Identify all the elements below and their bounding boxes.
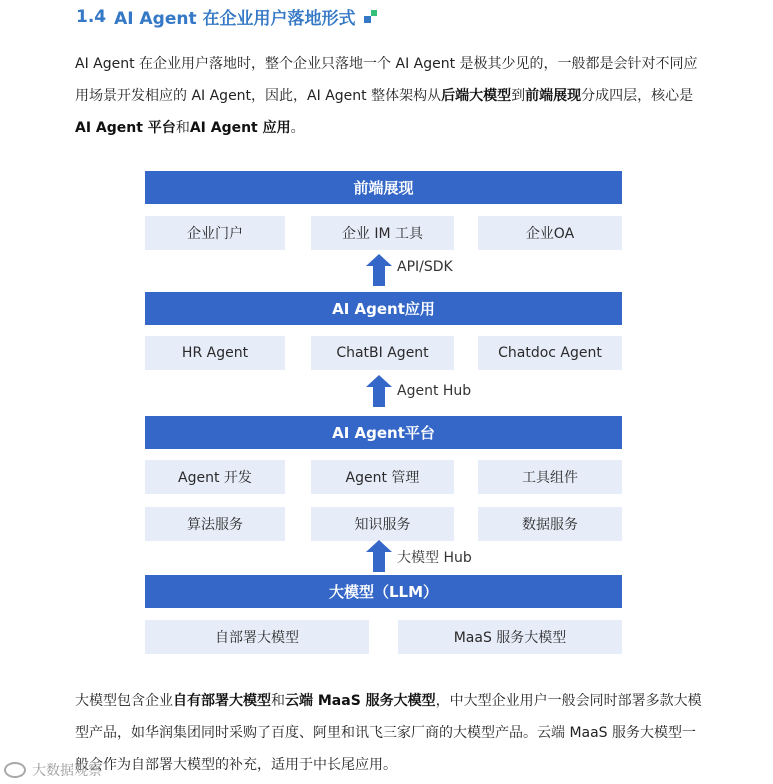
frontend-item-oa: 企业OA (478, 216, 622, 250)
bold-agent-app: AI Agent 应用 (189, 120, 291, 136)
platform-item-algo: 算法服务 (145, 507, 285, 541)
llm-layer-bar: 大模型（LLM） (145, 575, 622, 608)
up-arrow-icon (366, 375, 392, 407)
platform-item-knowledge: 知识服务 (311, 507, 454, 541)
llm-item-selfhosted: 自部署大模型 (145, 620, 369, 654)
model-hub-label: 大模型 Hub (397, 550, 472, 566)
frontend-layer-bar: 前端展现 (145, 171, 622, 204)
section-title: AI Agent 在企业用户落地形式 (114, 9, 356, 29)
bold-frontend-display: 前端展现 (525, 88, 582, 104)
watermark-text: 大数据观察 (32, 763, 102, 779)
section-heading (76, 4, 378, 29)
platform-item-tools: 工具组件 (478, 460, 622, 494)
frontend-item-portal: 企业门户 (145, 216, 285, 250)
platform-layer-bar: AI Agent平台 (145, 416, 622, 449)
platform-item-dev: Agent 开发 (145, 460, 285, 494)
up-arrow-icon (366, 540, 392, 572)
watermark-logo-icon (4, 762, 26, 778)
llm-item-maas: MaaS 服务大模型 (398, 620, 622, 654)
llm-paragraph: 大模型包含企业自有部署大模型和云端 MaaS 服务大模型，中大型企业用户一般会同时部署多款大模型产品，如华润集团同时采购了百度、阿里和讯飞三家厂商的大模型产品。云端 MaaS 服务大模型一般会作为自部署大模型的补充，适用于中长尾应用。 (75, 693, 702, 773)
bold-backend-model: 后端大模型 (441, 88, 512, 104)
frontend-item-im: 企业 IM 工具 (311, 216, 454, 250)
bold-agent-platform: AI Agent 平台 (75, 120, 176, 136)
api-sdk-label: API/SDK (397, 259, 453, 275)
section-number: 1.4 (76, 6, 107, 27)
app-item-chatdoc: Chatdoc Agent (478, 336, 622, 370)
app-layer-bar: AI Agent应用 (145, 292, 622, 325)
platform-item-mgmt: Agent 管理 (311, 460, 454, 494)
bold-selfhosted: 自有部署大模型 (173, 693, 271, 709)
up-arrow-icon (366, 254, 392, 286)
app-item-hr: HR Agent (145, 336, 285, 370)
bold-cloud-maas: 云端 MaaS 服务大模型 (285, 693, 436, 709)
app-item-chatbi: ChatBI Agent (311, 336, 454, 370)
agent-hub-label: Agent Hub (397, 383, 472, 399)
section-mark-icon (364, 10, 378, 24)
intro-paragraph: AI Agent 在企业用户落地时，整个企业只落地一个 AI Agent 是极其少见的，一般都是会针对不同应用场景开发相应的 AI Agent，因此，AI Agent 整体架构从后端大模型到前端展现分成四层，核心是 AI Agent 平台和AI Agent 应用。 (75, 56, 698, 136)
watermark (4, 760, 102, 780)
platform-item-data: 数据服务 (478, 507, 622, 541)
